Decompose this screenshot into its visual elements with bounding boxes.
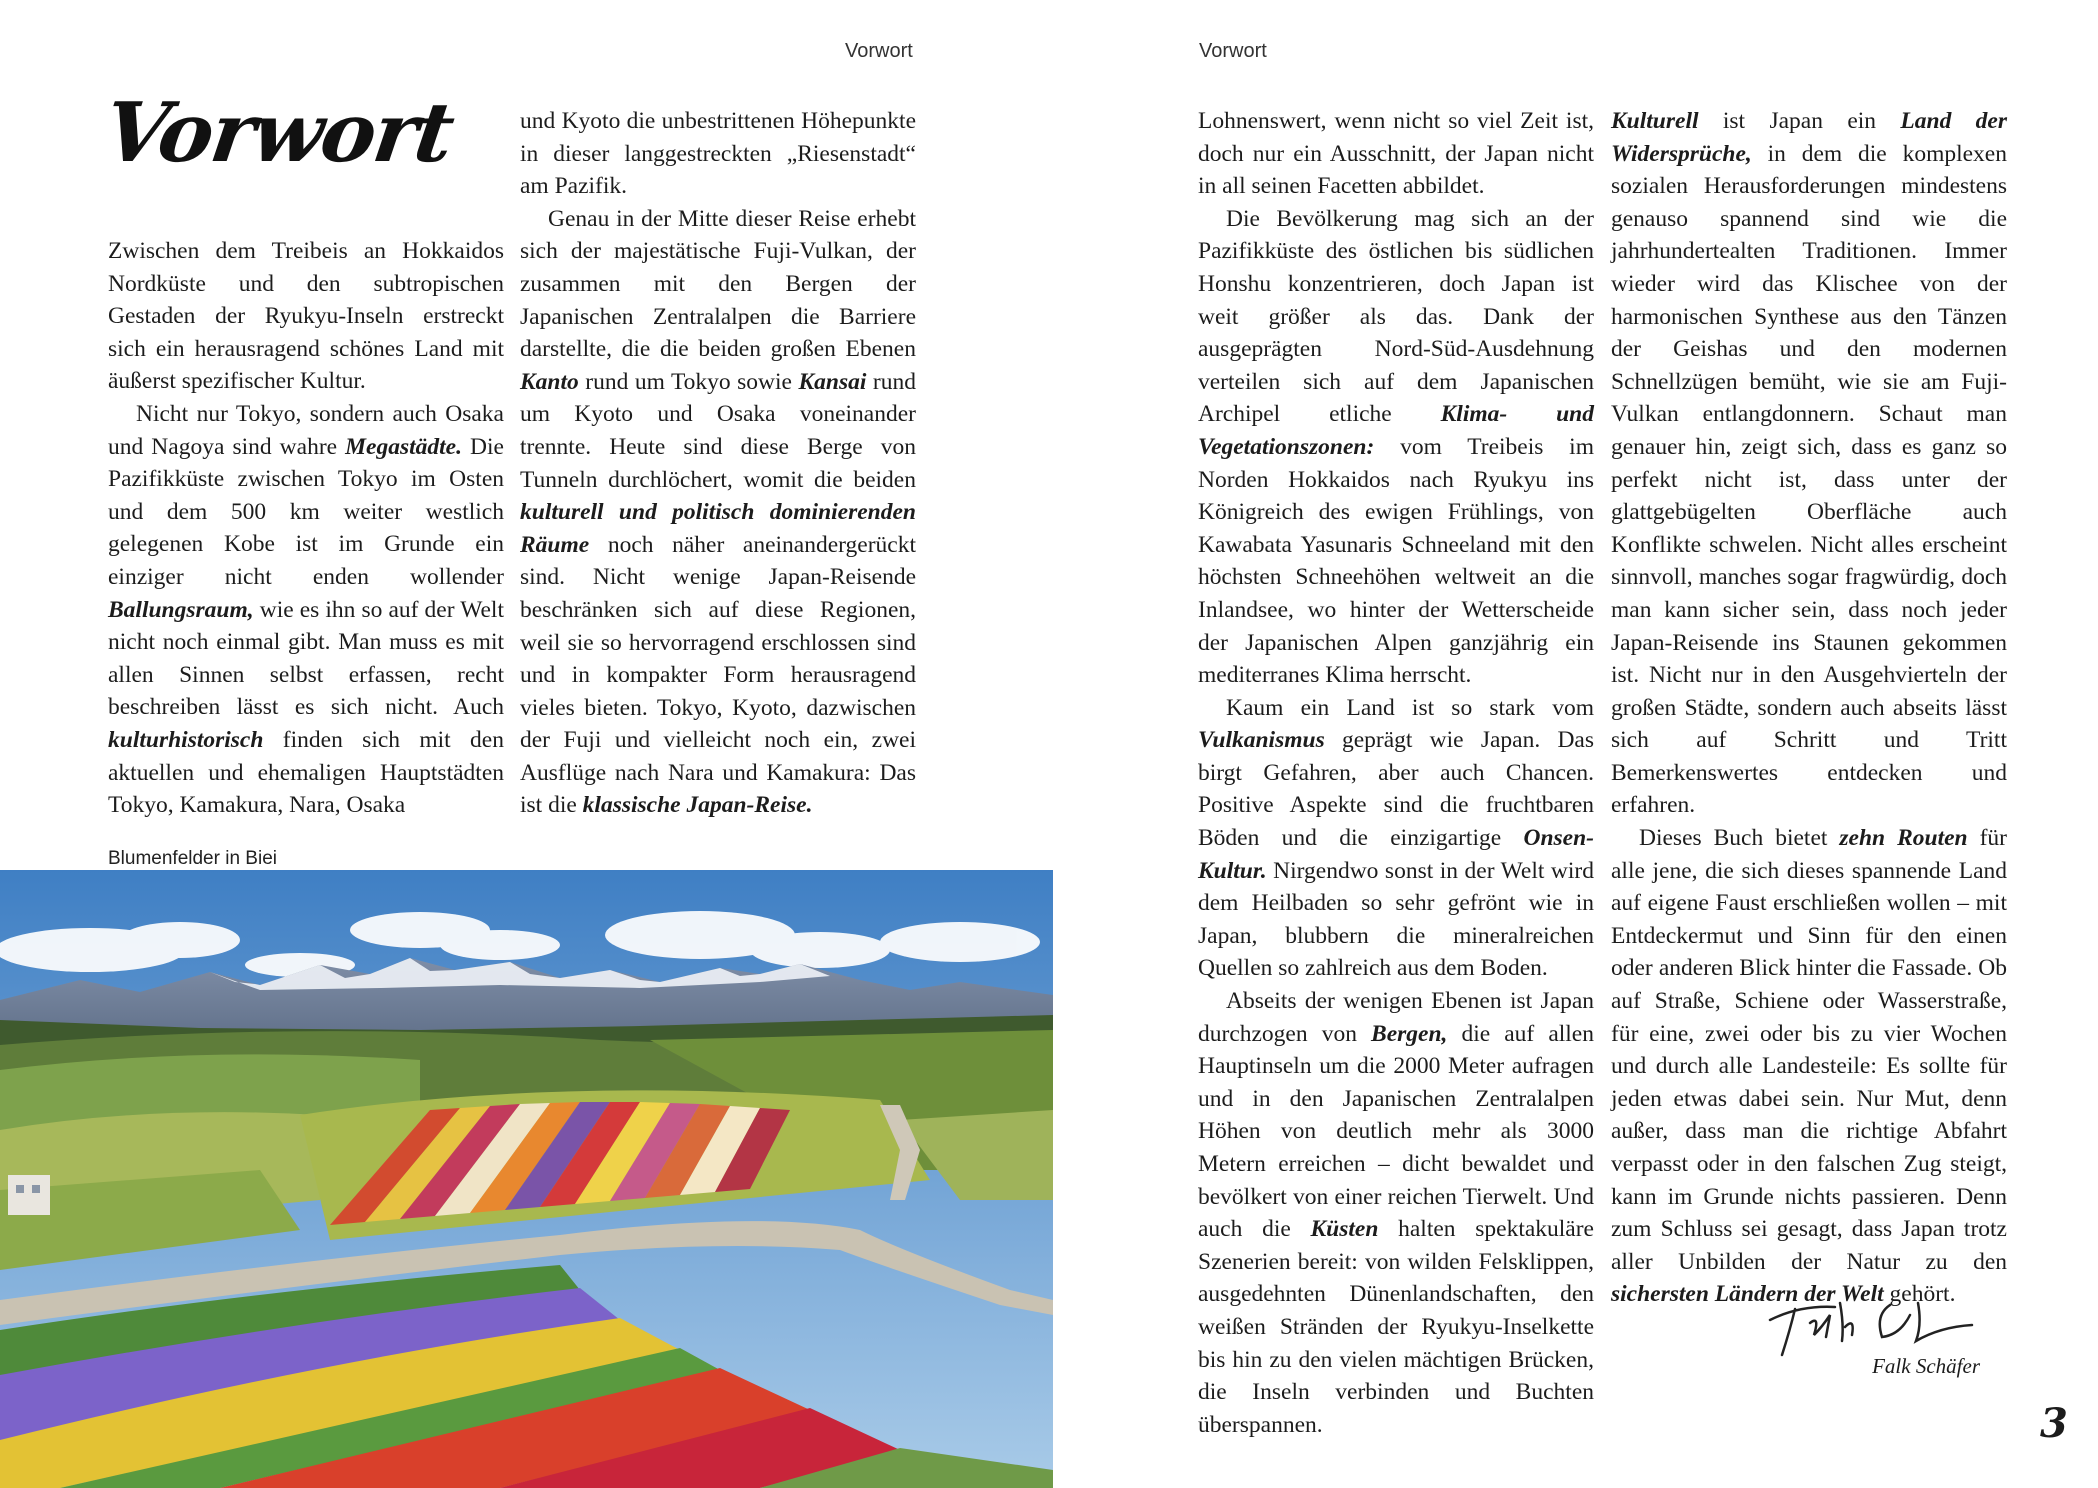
text-column-2 (520, 105, 916, 822)
emphasis-term: Onsen-Kultur. (1198, 825, 1594, 884)
paragraph (1198, 985, 1594, 1441)
emphasis-term: Küsten (1310, 1216, 1379, 1243)
paragraph (1198, 692, 1594, 985)
paragraph (1198, 203, 1594, 692)
text-run: die auf allen Hauptinseln um die 2000 Meter aufragen und in den Japanischen Zentralalpen Höhen von deutlich mehr als 3000 Metern erreichen – dicht bewaldet und bevölkert von einer reichen Tierwelt. Und auch die (1198, 1020, 1594, 1243)
text-run: in dem die komplexen sozialen Herausforderungen mindestens genauso spannend sind wie die jahrhundertealten Traditionen. Immer wieder wird das Klischee von der harmonischen Synthese aus den Tänzen der Geishas und den modernen Schnellzügen bemüht, wie sie am Fuji-Vulkan entlangdonnern. Schaut man genauer hin, zeigt sich, dass es ganz so perfekt nicht ist, dass unter der glattgebügelten Oberfläche auch Konflikte schwelen. Nicht alles erscheint sinnvoll, manches sogar fragwürdig, doch man kann sicher sein, dass noch jeder Japan-Reisende ins Staunen gekommen ist. Nicht nur in den Ausgehvierteln der großen Städte, sondern auch abseits lässt sich auf Schritt und Tritt Bemerkenswertes entdecken und erfahren. (1611, 140, 2007, 819)
author-signature (1740, 1275, 1990, 1360)
text-column-1 (108, 235, 504, 822)
text-run: Zwischen dem Treibeis an Hokkaidos Nordküste und den subtropischen Gestaden der Ryukyu-Inseln erstreckt sich ein herausragend schönes Land mit äußerst spezifischer Kultur. (108, 238, 504, 395)
paragraph (1611, 105, 2007, 822)
text-run: wie es ihn so auf der Welt nicht noch einmal gibt. Man muss es mit allen Sinnen selbst erfassen, recht beschreiben lässt es sich nicht. Auch (108, 596, 504, 721)
text-run: Nirgendwo sonst in der Welt wird dem Heilbaden so sehr gefrönt wie in Japan, blubbern die mineralreichen Quellen so zahlreich aus dem Boden. (1198, 857, 1594, 982)
emphasis-term: kulturell und politisch dominierenden Räume (520, 499, 916, 558)
photo-caption: Blumenfelder in Biei (108, 848, 277, 869)
text-run: Kaum ein Land ist so stark vom (1226, 694, 1594, 721)
text-column-4 (1611, 105, 2007, 1311)
page-number: 3 (2040, 1400, 2068, 1447)
paragraph (520, 105, 916, 203)
text-run: Nicht nur Tokyo, sondern auch Osaka und Nagoya sind wahre (108, 400, 504, 460)
emphasis-term: kulturhistorisch (108, 726, 264, 753)
text-run: Die Bevölkerung mag sich an der Pazifikküste des östlichen bis südlichen Honshu konzentrieren, doch Japan ist weit größer als das. Dank der ausgeprägten Nord-Süd-Ausdehnung verteilen sich auf dem Japanischen Archipel etliche (1198, 205, 1594, 428)
emphasis-term: Klima- und Vegetationszonen: (1198, 401, 1594, 460)
emphasis-term: Land der Widersprüche, (1611, 108, 2008, 167)
emphasis-term: zehn Routen (1839, 825, 1968, 852)
text-run: Lohnenswert, wenn nicht so viel Zeit ist, doch nur ein Ausschnitt, der Japan nicht in all seinen Facetten abbildet. (1198, 108, 1594, 200)
text-run: halten spektakuläre Szenerien bereit: von wilden Felsklippen, ausgedehnten Dünenlandschaften, den weißen Stränden der Ryukyu-Inselkette bis hin zu den vielen mächtigen Brücken, die Inseln verbinden und Buchten überspannen. (1198, 1216, 1594, 1438)
text-run: gehört. (1883, 1281, 1956, 1308)
page-title: Vorwort (98, 85, 459, 181)
emphasis-term: Ballungsraum, (108, 596, 254, 623)
text-run: für alle jene, die sich dieses spannende Land auf eigene Faust erschließen wollen – mit Entdeckermut und Sinn für den einen oder anderen Blick hinter die Fassade. Ob auf Straße, Schiene oder Wasserstraße, für eine, zwei oder bis zu vier Wochen und durch alle Landesteile: Es sollte für jeden etwas dabei sein. Nur Mut, denn außer, dass man die richtige Abfahrt verpasst oder in den falschen Zug steigt, kann im Grunde nichts passieren. Denn zum Schluss sei gesagt, dass Japan trotz aller Unbilden der Natur zu den (1611, 825, 2007, 1275)
author-name: Falk Schäfer (1872, 1354, 1980, 1378)
text-run: Abseits der wenigen Ebenen ist Japan durchzogen von (1198, 988, 1594, 1047)
text-run: vom Treibeis im Norden Hokkaidos nach Ryukyu ins Königreich des ewigen Frühlings, von Kawabata Yasunaris Schneeland mit den höchsten Schneehöhen weltweit an die Inlandsee, wo hinter der Wetterscheide der Japanischen Alpen ganzjährig ein mediterranes Klima herrscht. (1198, 433, 1594, 689)
text-run: und Kyoto die unbestrittenen Höhepunkte in dieser langgestreckten „Riesenstadt“ am Pazifik. (520, 108, 916, 200)
paragraph (1611, 822, 2007, 1311)
emphasis-term: Kulturell (1611, 108, 1699, 134)
text-run: ist Japan ein (1698, 108, 1901, 134)
paragraph (520, 203, 916, 822)
text-run: rund um Tokyo sowie (578, 368, 799, 395)
paragraph (108, 398, 504, 822)
text-run: geprägt wie Japan. Das birgt Gefahren, aber auch Chancen. Positive Aspekte sind die fruchtbaren Böden und die einzigartige (1198, 727, 1594, 852)
text-run: noch näher aneinandergerückt sind. Nicht wenige Japan-Reisende beschränken sich auf diese Regionen, weil sie so hervorragend erschlossen sind und in kompakter Form herausragend vieles bieten. Tokyo, Kyoto, dazwischen der Fuji und vielleicht noch ein, zwei Ausflüge nach Nara und Kamakura: Das ist die (520, 531, 916, 819)
text-run: finden sich mit den aktuellen und ehemaligen Hauptstädten Tokyo, Kamakura, Nara, Osaka (108, 726, 504, 819)
paragraph (1198, 105, 1594, 203)
emphasis-term: Kanto (520, 368, 579, 395)
emphasis-term: Megastädte. (345, 433, 462, 460)
text-run: Die Pazifikküste zwischen Tokyo im Osten und dem 500 km weiter westlich gelegenen Kobe ist im Grunde ein einziger nicht enden wollender (108, 433, 504, 590)
emphasis-term: Bergen, (1371, 1020, 1448, 1047)
text-column-3 (1198, 105, 1594, 1441)
text-run: Genau in der Mitte dieser Reise erhebt sich der majestätische Fuji-Vulkan, der zusammen mit den Bergen der Japanischen Zentralalpen die Barriere darstellte, die die beiden großen Ebenen (520, 205, 916, 363)
running-header-left: Vorwort (845, 40, 913, 62)
flower-field-photo (0, 870, 1053, 1488)
text-run: rund um Kyoto und Osaka voneinander trennte. Heute sind diese Berge von Tunneln durchlöchert, womit die beiden (520, 368, 916, 493)
running-header-right: Vorwort (1199, 40, 1267, 62)
emphasis-term: Vulkanismus (1198, 727, 1325, 754)
paragraph (108, 235, 504, 398)
emphasis-term: klassische Japan-Reise. (582, 792, 813, 819)
emphasis-term: sichersten Ländern der Welt (1611, 1281, 1884, 1308)
text-run: Dieses Buch bietet (1639, 825, 1840, 852)
emphasis-term: Kansai (798, 368, 867, 395)
